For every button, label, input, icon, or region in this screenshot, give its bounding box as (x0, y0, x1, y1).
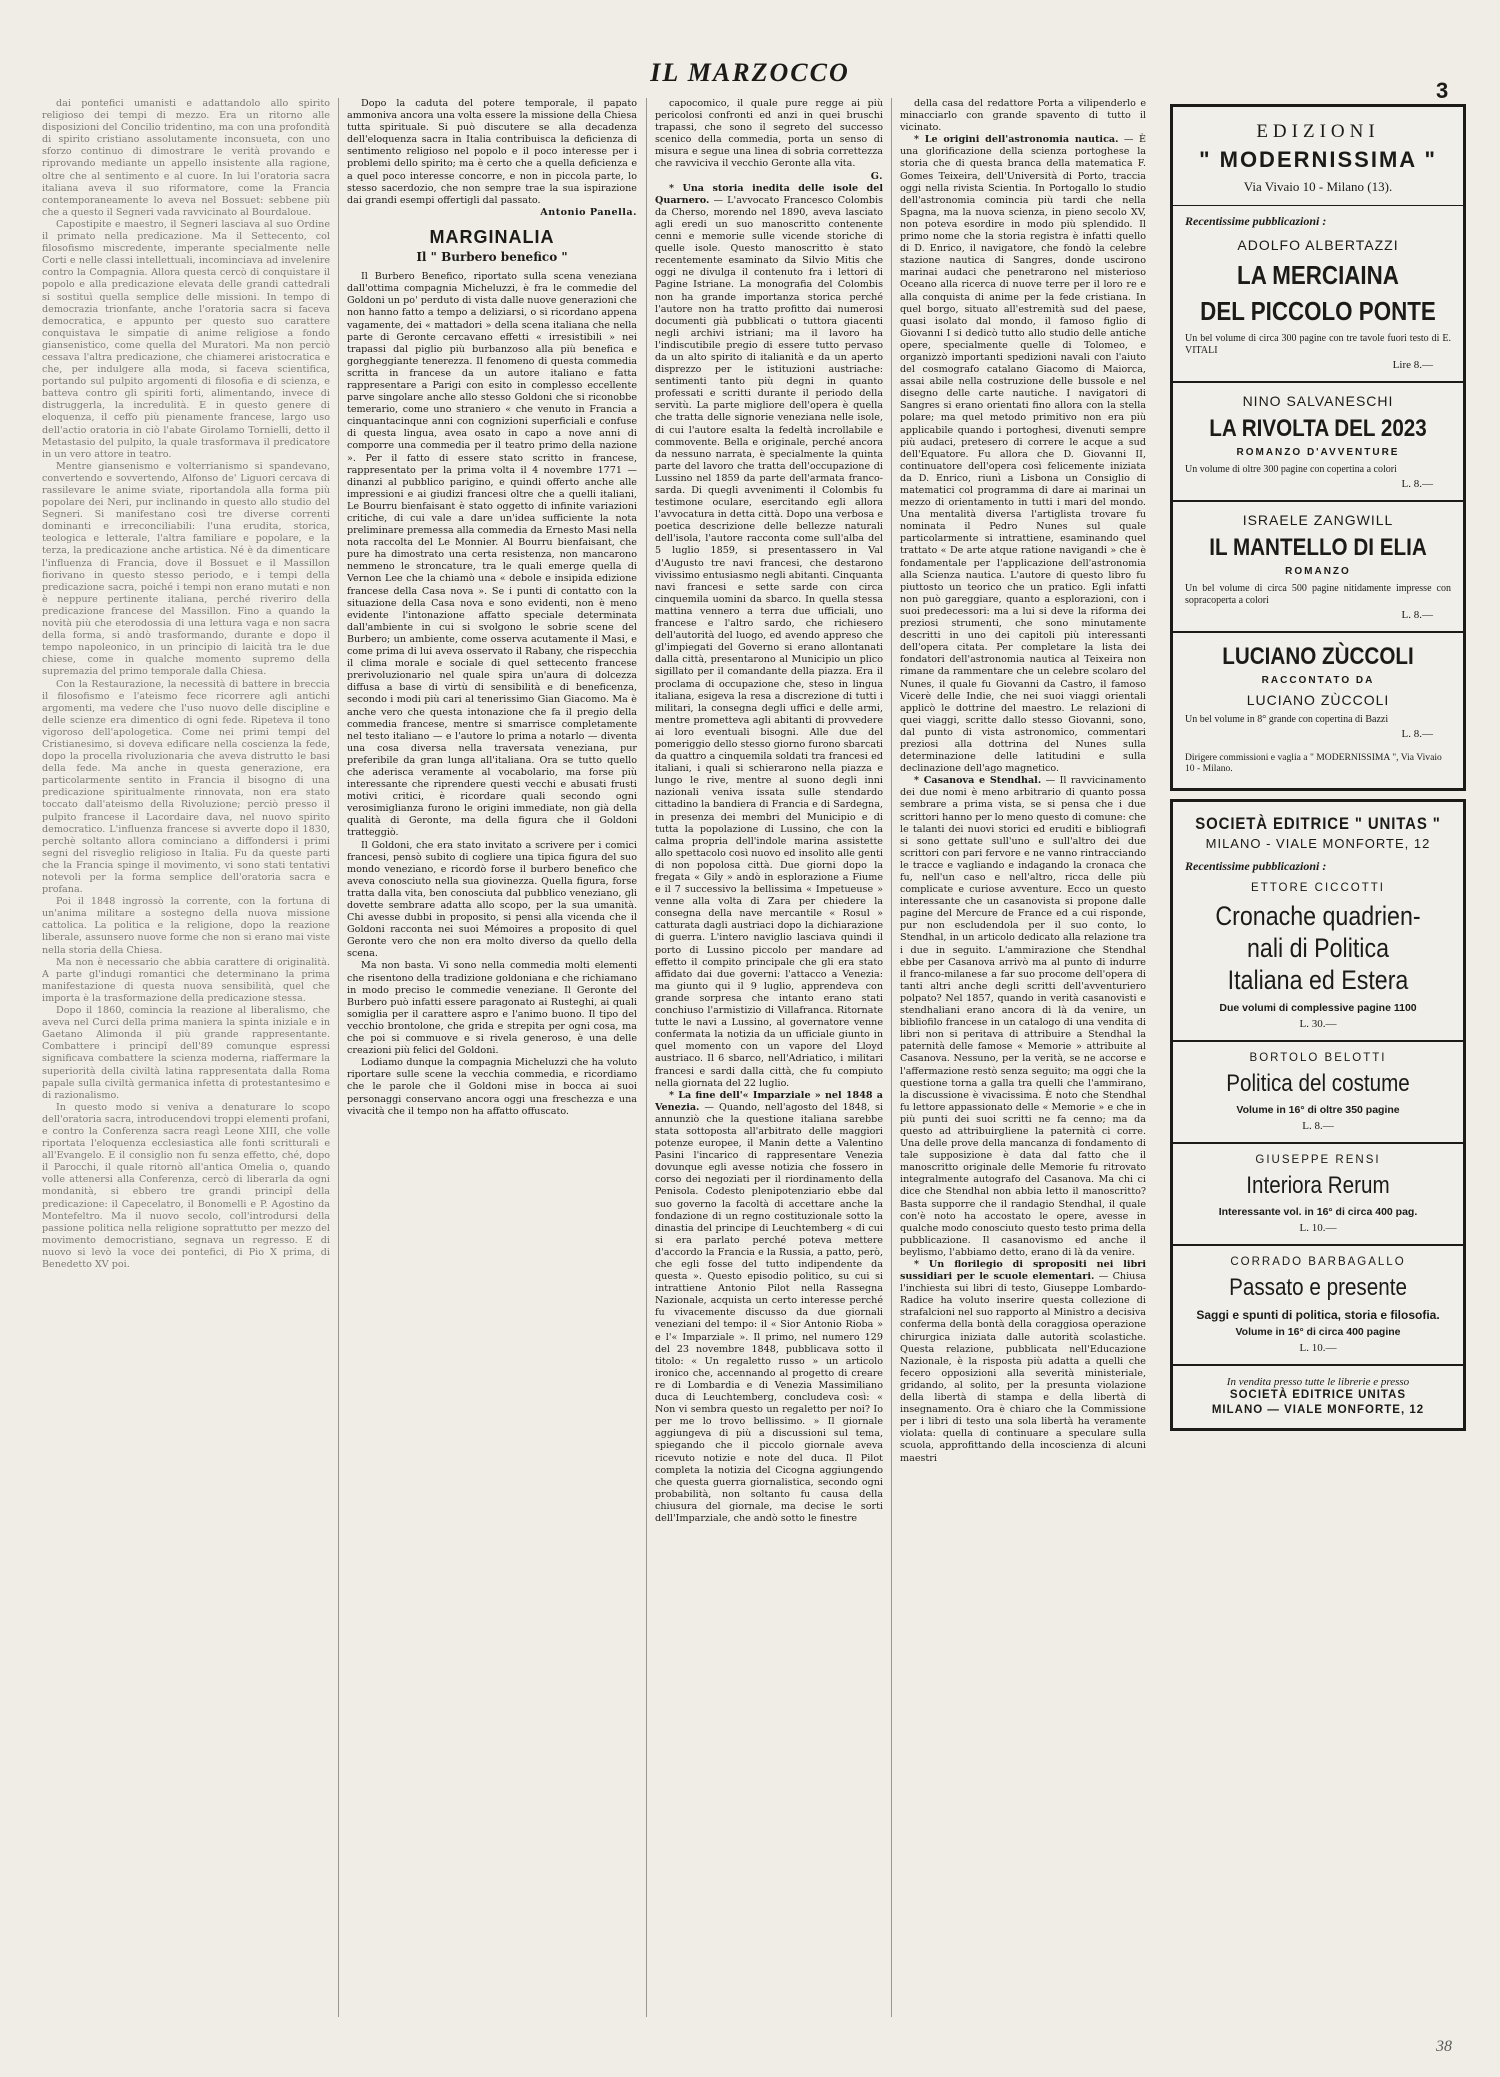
book-author: LUCIANO ZÙCCOLI (1246, 692, 1390, 708)
book-author: ISRAELE ZANGWILL (1242, 512, 1394, 528)
book-price: L. 8.— (1401, 478, 1433, 490)
paragraph: Dopo la caduta del potere temporale, il papato ammoniva ancora una volta essere la missione della Chiesa tutta spirituale. Si può discutere se alla decadenza dell'eloquenza sacra in Italia contribuisca la deficienza di sentimento religioso nel popolo e il poco interesse per i problemi dello spirito; ma è certo che a quella deficienza e a quel poco interesse concorre, e non in piccola parte, lo stesso sacerdozio, che non sempre trae la sua ispirazione dai grandi esempi offertigli dal passato. (347, 98, 637, 206)
book-description: Due volumi di complessive pagine 1100 (1219, 1002, 1417, 1014)
book-author: BORTOLO BELOTTI (1249, 1052, 1387, 1064)
news-item-text: — Il ravvicinamento dei due nomi è meno arbitrario di quanto possa sembrare a prima vista, se si pensa che i due scrittori hanno per lo meno questo di comune: che le talanti dei nuovi storici ed eruditi e bibliografi si sono gettate sull'uno e sull'altro dei due scrittori con pari fervore e ne vanno rintracciando le tracce e vagliando e indagando la cronaca che fu, nell'un caso e nell'altro, ricca delle più complicate e curiose avventure. Ecco un questo interessante che un casanovista si propone dalle pagine del Mercure de France ed a cui risponde, pur non escludendola per il suo conto, lo Stendhal, in un articolo dedicato alla relazione tra i due in seguito. L'ammirazione che Stendhal ebbe per Casanova arrivò ma al punto di indurre il franco-milanese a far suo procome dell'opera di tanti altri anche degli scritti dell'avventuriero polpato? Nel 1857, quando in verità casanovisti e stendhaliani erano ancora di là da venire, un bibliofilo francese in un catalogo di una vendita di libri non si peritava di attribuire a Stendhal la paternità delle famose « Memorie » attribuite al Casanova. Nessuno, per la verità, se ne accorse e l'affermazione restò senza seguito; ma oggi che la questione torna a galla tra quelli che l'ammirano, la discussione è vivacissima. È noto che Stendhal fu lettore appassionato delle « Memorie » e che in più punti dei suoi scritti ne fa cenno; ma da questo ad attribuirgliene la paternità ci corre. Una delle prove della mancanza di fondamento di tale supposizione è data dal fatto che il manoscritto originale delle Memorie fu ritrovato integralmente autografo del Casanova. Ma chi ci dice che Stendhal non abbia letto il manoscritto? Basta supporre che il randagio Stendhal, il quale con'è noto ha accostato le opere, avesse in qualche modo conosciuto questo testo prima della pubblicazione. Il casanovismo ed anche il beylismo, l'abbiamo detto, erano di là da venire. (900, 775, 1146, 1258)
book-description: Volume in 16° di oltre 350 pagine (1236, 1104, 1400, 1116)
pencil-annotation: 38 (1436, 2038, 1452, 2055)
book-title (1188, 900, 1448, 996)
book-title-line: Cronache quadrien- (1215, 901, 1421, 931)
news-item-text: — Chiusa l'inchiesta sui libri di testo, Giuseppe Lombardo-Radice ha voluto inserire questa collezione di strafalcioni nel suo rapporto al Ministro a decisiva conferma della bontà della coraggiosa operazione chirurgica iniziata dalle autorità scolastiche. Questa relazione, pubblicata nell'Educazione Nazionale, è la risposta più adatta a quelli che fecero opposizioni alla severità ministeriale, gridando, al solito, per la presunta violazione della libertà di stampa e della libertà di insegnamento. Ora è chiaro che la Commissione per i libri di testo una sola libertà ha veramente violata: quella di continuare a speculare sulla scuola, approfittando della incoscienza di alcuni maestri (900, 1271, 1146, 1464)
book-genre: RACCONTATO DA (1261, 675, 1375, 686)
book-description: Volume in 16° di circa 400 pagine (1235, 1326, 1401, 1338)
book-price: Lire 8.— (1392, 359, 1433, 371)
footer-address: MILANO — VIALE MONFORTE, 12 (1211, 1404, 1425, 1416)
column-rule (891, 98, 892, 2017)
article-signature: G. (870, 170, 883, 182)
paragraph: Lodiamo dunque la compagnia Micheluzzi che ha voluto riportare sulle scene la vecchia commedia, e ricordiamo che le parole che il Goldoni mise in bocca ai suoi personaggi conservano ancora oggi una freschezza e una vivacità che il tempo non ha affatto offuscato. (347, 1057, 637, 1117)
news-item (655, 183, 883, 1090)
paragraph: Mentre giansenismo e volterrianismo si spandevano, convertendo e sovvertendo, Alfonso de' Liguori cercava di rassilevare le anime sviate, riportandola alla forma più popolare dei Neri, pur inclinando in questo allo studio del Segneri. Si manifestano così tre diverse correnti dominanti e irreconciliabili: l'una erudita, storica, teologica e letterale, l'altra familiare e popolare, e la terza, la predicazione anche artistica. Né è da dimenticare l'influenza di Francia, dove il Bossuet e il Massillon fiorivano in questo stesso periodo, e i tempi della predicazione sacra, poiché i tempi non erano mutati e non è neppure pertinente italiana, perché riveriro della predicazione francese del Massillon. Fino a quando la novità più che eterodossia di una lettura vaga e non sacra della forma, si andò trasformando, durante e dopo il tempo napoleonico, in un principio di laicità tra le due chiese, come in qualche momento supremo della supremazia del primo temporale dalla Chiesa. (42, 460, 330, 678)
sales-note: In vendita presso tutte le librerie e presso (1226, 1376, 1410, 1388)
paragraph: Il Goldoni, che era stato invitato a scrivere per i comici francesi, pensò subito di cogliere una tipica figura del suo mondo veneziano, e ricordò forse il burbero benefico che aveva conosciuto nella sua giovinezza. Quella figura, forse tratta dalla vita, ben conosciuta dal pubblico veneziano, gli dovette sembrare adatta allo scopo, per la sua umanità. Chi avesse dubbi in proposito, si pensi alla vicenda che il Goldoni racconta nei suoi Mémoires a proposito di quel Geronte vero che non era molto diverso da quello della scena. (347, 839, 637, 960)
news-item-text: — L'avvocato Francesco Colombis da Cherso, morendo nel 1890, aveva lasciato agli eredi un suo manoscritto contenente cenni e memorie sulle vicende storiche di quelle isole. Questo manoscritto è stato recentemente esaminato da Silvio Mitis che oggi ne divulga il contenuto fra i lettori di Pagine Istriane. La monografia del Colombis non ha grande importanza storica perché l'autore non ha tratto profitto dai numerosi documenti già pubblicati o tuttora giacenti negli archivi istriani; ma il lavoro ha l'indiscutibile pregio di essere tutto pervaso da un alto spirito di italianità e da un aperto disprezzo per le istituzioni austriache: sentimenti tanto più degni in quanto professati e scritti durante il periodo della servitù. La parte migliore dell'opera è quella che tratta delle signorie veneziana nelle isole, di cui l'autore esalta la fedeltà incrollabile e commovente. Bella e originale, perché ancora da nessuno narrata, è specialmente la quinta parte del lavoro che tratta dell'occupazione di Lussino nel 1859 da parte dell'armata franco-sarda. Di quegli avvenimenti il Colombis fu testimone oculare, esercitando egli allora l'avvocatura in detta città. Dopo una verbosa e poetica descrizione delle bellezze naturali dell'isola, l'autore racconta come sull'alba del 5 luglio 1859, si presentassero in Val d'Augusto tre navi francesi, che destarono vivissimo entusiasmo negli abitanti. Cinquanta navi francesi e sette sarde con circa cinquemila uomini da sbarco. In quella stessa mattina vennero a terra due ufficiali, uno francese e l'altro sardo, che richiesero dell'autorità del luogo, ed avendo appreso che gl'impiegati del Governo si erano allontanati dalla città, presentarono al Municipio un plico sigillato per il comandante della piazza. Era il proclama di occupazione che, steso in lingua italiana, esigeva la resa a discrezione di tutti i militari, la consegna degli uffici e delle armi, mentre prometteva agli abitanti di provvedere ai loro eventuali bisogni. Alle due del pomeriggio dello stesso giorno furono sbarcati da quattro a cinquemila soldati tra francesi ed italiani, i quali si schierarono nella piazza e lungo le rive, mentre al suono degli inni nazionali veniva issata sulle stendardo cittadino la bandiera di Francia e di Sardegna, in presenza dei membri del Municipio e di tutta la popolazione di Lussino, che con la calma propria dell'indole marina assistette allo spettacolo così nuovo ed insolito alle genti di non popolosa città. Due giorni dopo la fregata « Gily » andò in esplorazione a Fiume e il 7 successivo la bellissima « Impetueuse » venne alla volta di Zara per chiedere la consegna della nave mercantile « Rosul » catturata dagli austriaci dopo la dichiarazione di guerra. L'intero naviglio lasciava quindi il porto di Lussino piccolo per mandare ad effetto il compito principale che gli era stato affidato dai due governi: l'attacco a Venezia: ma giunto qui il 9 luglio, apprendeva con grande sorpresa che intanto erano stati conchiuso l'armistizio di Villafranca. Ritornate tutte le navi a Lussino, al governatore venne confermata la notizia da un ufficiale giunto in quel momento con un vapore del Lloyd austriaco. Il 6 sbarco, nell'Adriatico, i militari francesi e sardi dalla città, che fu compiuto nella giornata del 22 luglio. (655, 194, 883, 1089)
news-item-heading: * Una storia inedita delle isole del Quarnero. (655, 182, 883, 206)
book-title: DEL PICCOLO PONTE (1200, 296, 1436, 326)
paragraph: Ma non è necessario che abbia carattere di originalità. A parte gl'indugi romantici che determinano la prima manifestazione di questa nuova sensibilità, quel che importa è la trasformazione della predicazione stessa. (42, 956, 330, 1004)
section-subtitle: Il " Burbero benefico " (416, 250, 568, 265)
publisher-label: EDIZIONI (1256, 121, 1380, 142)
paragraph: Con la Restaurazione, la necessità di battere in breccia il filosofismo e l'ateismo fece ricorrere agli antichi argomenti, ma vedere che l'uso nuovo delle discipline e delle scienze era dimentico di ogni fede. Ripeteva il tono vigoroso dell'apologetica. Come nei primi tempi del Cristianesimo, si doveva edificare nella coscienza la fede, dopo la procella rivoluzionaria che aveva distrutto le basi della fede. Ma anche in questa generazione, era particolarmente sentito in Francia il bisogno di una predicazione spiritualmente rinnovata, non era stato toccato dall'ateismo della Rivoluzione; perciò presso il pulpito francese il Lacordaire dava, nel nuovo spirito democratico. L'influenza francese si avverte dopo il 1830, perchè soltanto allora cominciano a diffondersi i primi segni del risveglio religioso in Italia. Fu da queste parti che la Francia spinge il movimento, vi sono stati tentativi notevoli per la forma semplice dell'oratoria sacra e profana. (42, 678, 330, 896)
publisher-name: SOCIETÀ EDITRICE " UNITAS " (1195, 814, 1441, 833)
page-number: 3 (1436, 78, 1449, 103)
recent-publications-label: Recentissime pubblicazioni : (1185, 214, 1327, 228)
paragraph: Capostipite e maestro, il Segneri lasciava al suo Ordine il primato nella predicazione. Ma il Settecento, col filosofismo miscredente, imperante specialmente nelle Corti e nelle classi intellettuali, incominciava ad invelenire contro la Compagnia. Allora questa cercò di conquistare il popolo e alla predicazione elevata delle grandi cattedrali si sostituì quella semplice delle missioni. In tempo di democrazia trionfante, anche l'oratoria sacra si faceva democratica, e appunto per questo suo carattere conquistava le simpatie di anime religiose a fondo giansenistico, come quella del Muratori. Ma non perciò cessava l'altra predicazione, che chiamerei aristocratica e che, per indulgere alla moda, si faceva scientifica, portando sul pulpito argomenti di filosofia e di scienza, e batteva contro gli spiriti forti, alimentando, invece di distruggerla, la incredulità. E in questo genere di eloquenza, il ceffo più pienamente francese, largo uso dell'actio oratoria in ciò l'abate Girolamo Tornielli, detto il Metastasio del pulpito, la quale trasformava il predicatore in un vero attore in teatro. (42, 218, 330, 460)
book-title: IL MANTELLO DI ELIA (1209, 534, 1427, 561)
book-genre: ROMANZO D'AVVENTURE (1236, 447, 1400, 458)
paragraph: della casa del redattore Porta a vilipenderlo e minacciarlo con grande spavento di tutto il vicinato. (900, 98, 1146, 134)
divider (1173, 381, 1463, 383)
book-description: Un bel volume di circa 300 pagine con tre tavole fuori testo di E. VITALI (1185, 333, 1451, 356)
book-description: Un bel volume di circa 500 pagine nitidamente impresse con sopracoperta a colori (1185, 583, 1451, 606)
publisher-address: Via Vivaio 10 - Milano (13). (1243, 179, 1393, 194)
paragraph: dai pontefici umanisti e adattandolo allo spirito religioso dei tempi di mezzo. Era un ritorno alle disposizioni del Concilio tridentino, ma con una profondità di spirito cristiano assolutamente inconsueta, con uno sforzo continuo di dimostrare le verità provando e riprovando mediante un appello insistente alla ragione, oltre che al sentimento e al cuore. In lui l'oratoria sacra italiana aveva il suo riformatore, come la Francia contemporaneamente lo aveva nel Bossuet: sebbene più che a questo il Segneri vada ravvicinato al Bourdaloue. (42, 98, 330, 218)
book-description: Un volume di oltre 300 pagine con copertina a colori (1185, 464, 1397, 475)
recent-publications-label: Recentissime pubblicazioni : (1185, 859, 1327, 873)
order-note: Dirigere commissioni e vaglia a " MODERNISSIMA ", Via Vivaio 10 - Milano. (1185, 752, 1442, 774)
book-title: LA RIVOLTA DEL 2023 (1209, 415, 1427, 442)
book-price: L. 30.— (1299, 1018, 1337, 1030)
book-author: ETTORE CICCOTTI (1251, 882, 1385, 894)
book-author: ADOLFO ALBERTAZZI (1237, 237, 1399, 253)
news-item (900, 1259, 1146, 1465)
book-title: LA MERCIAINA (1237, 260, 1399, 290)
divider (1173, 500, 1463, 502)
book-author: NINO SALVANESCHI (1242, 393, 1394, 409)
ad-unitas (1170, 799, 1466, 1431)
section-title: MARGINALIA (429, 226, 555, 247)
ad-modernissima (1170, 104, 1466, 791)
book-price: L. 10.— (1299, 1222, 1337, 1234)
paragraph: Dopo il 1860, comincia la reazione al liberalismo, che aveva nel Curci della prima maniera la spinta iniziale e in Gaetano Alimonda il più grande rappresentante. Combattere i principî dell'89 comunque espressi significava combattere la scienza moderna, riaffermare la superiorità della civiltà latina rappresentata dalla Roma papale sulla civiltà germanica infetta di protestantesimo e di razionalismo. (42, 1005, 330, 1101)
news-item-text: — Quando, nell'agosto del 1848, si annunziò che la questione italiana sarebbe stata sottoposta all'arbitrato delle maggiori potenze europee, il Manin dette a Valentino Pasini l'incarico di rappresentare Venezia dovunque egli avesse notizia che fossero in corso dei negoziati per il riordinamento della Penisola. Codesto plenipotenziario ebbe dal suo governo la facoltà di accettare anche la fondazione di un regno costituzionale sotto la dinastia del principe di Leuchtemberg « di cui si era parlato perché poteva mettere d'accordo la Francia e la Russia, a patto, però, che egli fosse del tutto indipendente da questa ». Questo episodio politico, su cui si intrattiene Antonio Pilot nella Rassegna Nazionale, acquista un certo interesse perché fu vivacemente discusso da due giornali veneziani del tempo: il « Sior Antonio Rioba » e l'« Imparziale ». Il primo, nel numero 129 del 23 novembre 1848, pubblicava sotto il titolo: « Un regaletto russo » un articolo ironico che, accennando al progetto di creare re di Lombardia e di Venezia Massimiliano duca di Leuchtemberg, concludeva così: « Non vi sembra questo un regaletto per noi? Io per me lo trovo bellissimo. » Il giornale aggiungeva di più a discussioni sul tema, spiegando che il piccolo giornale aveva ricevuto notizie e note del duca. Il Pilot completa la notizia del Cicogna aggiungendo che questa guerra giornalistica, secondo ogni probabilità, non soltanto fu causa della chiusura del giornale, ma decise le sorti dell'Imparziale, che andò sotto le finestre (655, 1101, 883, 1524)
book-description: Un bel volume in 8° grande con copertina di Bazzi (1185, 714, 1389, 725)
article-column-4 (900, 98, 1146, 2017)
book-title-line: nali di Politica (1247, 933, 1389, 963)
book-genre: ROMANZO (1285, 566, 1351, 577)
news-item-heading: * Le origini dell'astronomia nautica. (914, 134, 1119, 146)
paragraph: Il Burbero Benefico, riportato sulla scena veneziana dall'ottima compagnia Micheluzzi, è fra le commedie del Goldoni un po' perduto di vista dalle nuove generazioni che non hanno fatto a tempo a deliziarsi, o si ricordano appena vagamente, dei « mattadori » della scena italiana che nella parte di Geronte cercavano effetti « irresistibili » nei trapassi dal piglio più burbanzoso alla più benefica e gorgheggiante tenerezza. Il fenomeno di questa commedia scritta in francese da un autore italiano e fatta rappresentare a Parigi con esito in complesso eccellente parve singolare anche allo stesso Goldoni che si riconobbe temerario, come uno straniero « che venuto in Francia a cinquantacinque anni con cognizioni superficiali e confuse di questa lingua, avea osato in capo a nove anni di comporre una commedia per il teatro primo della nazione ». Per il fatto di essere stato scritto in francese, rappresentato per la prima volta il 4 novembre 1771 — dinanzi al pubblico parigino, e quindi offerto anche alle impressioni e ai giudizi francesi oltre che a quelli italiani, Le Bourru bienfaisant è stato oggetto di infinite variazioni critiche, di cui vale a dare un'idea sufficiente la nota preliminare premessa alla commedia da Ernesto Masi nella nota raccolta del Le Monnier. Al Bourru bienfaisant, che pure ha dimostrato una certa resistenza, non mancarono nemmeno le stroncature, tra le quali emerge quella di Vernon Lee che la chiamò una « debole e insipida edizione francese della Casa nova ». Se i punti di contatto con la situazione della Casa nova e sono evidenti, non è meno evidente l'intonazione affatto speciale determinata dall'ambiente in cui si svolgono le sobrie scene del Burbero; un ambiente, come osserva acutamente il Masi, e come prima di lui aveva osservato il Rabany, che rispecchia il clima morale e sociale di quel settecento francese prerivoluzionario nel quale spira un'aura di dolcezza diffusa a base di virtù di sensibilità e di beneficenza, secondo i modi più cari al tenerissimo Gian Giacomo. Ma è anche vero che questa intonazione che fa il pregio della commedia francese, mentre si smarrisce completamente nel testo italiano — e l'autore lo prima a notarlo — diventa una cosa diversa nella traversata veneziana, pur preferibile da gran lunga all'italiana. Ora se tutto quello che aderisca veramente al vocabolario, ma forse più interessante che riprendere questi vecchi e abusati frusti motivi critici, è ricordare quali secondo ogni verosimiglianza furono le origini immediate, non già della qualità di Geronte, ma della figura che il Goldoni tratteggiò. (347, 271, 637, 839)
masthead: IL MARZOCCO (650, 58, 850, 87)
divider (1173, 1364, 1463, 1366)
book-description: Interessante vol. in 16° di circa 400 pag. (1218, 1206, 1418, 1218)
news-item (900, 775, 1146, 1259)
article-column-2 (347, 98, 637, 2017)
news-item-heading: * Casanova e Stendhal. (914, 775, 1042, 787)
book-subtitle: Saggi e spunti di politica, storia e filosofia. (1196, 1308, 1440, 1322)
news-item (900, 134, 1146, 775)
divider (1173, 1040, 1463, 1042)
advertisement-column (1170, 104, 1466, 1431)
book-author: GIUSEPPE RENSI (1255, 1154, 1381, 1166)
divider (1173, 1142, 1463, 1144)
book-title-line: Italiana ed Estera (1227, 965, 1409, 995)
article-column-3 (655, 98, 883, 2017)
book-author: CORRADO BARBAGALLO (1230, 1256, 1406, 1268)
news-item-text: — È una glorificazione della scienza portoghese la storia che di questa branca della matematica F. Gomes Teixeira, dell'Università di Porto, traccia oggi nella rivista Scientia. In Portogallo lo studio dell'astronomia comincia più tardi che nella Spagna, ma la nuova scienza, in pieno secolo XV, non poteva esordire in modo più splendido. Il primo nome che la storia registra è infatti quello di D. Enrico, il navigatore, che fondò la celebre stazione nautica di Sangres, donde uscirono marinai audaci che penetrarono nel misterioso Oceano alla ricerca di nuove terre per il loro re e alla conquista di anime per la fede cristiana. In quel borgo, situato all'estremità sud del paese, quasi isolato dal mondo, il famoso figlio di Giovanni I si dedicò tutto allo studio delle antiche opere, specialmente quelle di Tolomeo, e organizzò importanti spedizioni navali con l'aiuto del cosmografo catalano Giacomo di Maiorca, assai abile nella costruzione delle bussole e nel disegno delle carte nautiche. I navigatori di Sangres si erano orientati fino allora con la stella polare; ma quel metodo primitivo non era più applicabile quando i portoghesi, divenuti sempre più audaci, pretesero di correre le acque a sud dell'Equatore. Fu allora che D. Giovanni II, continuatore dell'opera così felicemente iniziata da D. Enrico, riunì a Lisbona un Consiglio di matematici col programma di dare ai marinai un mezzo di orientamento in tutti i mari del mondo. Una mentalità diversa l'artiglista trovare fu nominata il Pedro Nunes sul quale particolarmente si intrattiene, esaminando quel trattato « De arte atque ratione navigandi » che è fondamentale per l'applicazione dell'astronomia alla Scienza nautica. L'autore di questo libro fu piuttosto un teorico che un pratico. Egli infatti non può gareggiare, quanto a esplorazioni, con i suoi predecessori: ma a lui si deve la riforma dei preziosi strumenti, che sono minutamente descritti in uno dei capitoli più interessanti dell'opera citata. Per completare la lista dei fondatori dell'astronomia nautica al Teixeira non rimane da rammentare che un celebre scolaro del Nunes, il quale fu Giovanni da Castro, il famoso Vicerè delle Indie, che nei suoi viaggi orientali applicò le dottrine del maestro. Le relazioni di quei viaggi, scritte dallo stesso Giovanni, sono, dal punto di vista astronomico, commentari preziosi alla dottrina del Nunes sulla determinazione delle latitudini e sulla declinazione dell'ago magnetico. (900, 134, 1146, 775)
footer-publisher: SOCIETÀ EDITRICE UNITAS (1229, 1389, 1407, 1401)
book-title: LUCIANO ZÙCCOLI (1222, 643, 1414, 670)
book-title: Interiora Rerum (1246, 1172, 1390, 1199)
paragraph: Ma non basta. Vi sono nella commedia molti elementi che risentono della tradizione goldoniana e che richiamano in modo preciso le commedie veneziane. Il Geronte del Burbero può infatti essere paragonato ai Rusteghi, ai quali somiglia per il carattere aspro e l'animo buono. Il tipo del vecchio brontolone, che grida e strepita per ogni cosa, ma che poi si commuove e si rivela generoso, è una delle creazioni più felici del Goldoni. (347, 960, 637, 1057)
divider (1173, 631, 1463, 633)
book-price: L. 10.— (1299, 1342, 1337, 1354)
publisher-name: " MODERNISSIMA " (1199, 147, 1437, 172)
book-price: L. 8.— (1302, 1120, 1334, 1132)
book-price: L. 8.— (1401, 728, 1433, 740)
news-item-heading: * Un florilegio di spropositi nei libri sussidiari per le scuole elementari. (900, 1259, 1146, 1283)
article-column-1 (42, 98, 330, 2017)
book-title: Politica del costume (1226, 1070, 1410, 1097)
news-item (655, 1090, 883, 1525)
book-price: L. 8.— (1401, 609, 1433, 621)
paragraph: In questo modo si veniva a denaturare lo scopo dell'oratoria sacra, introducendovi troppi elementi profani, e contro la Conferenza sacra reagì Leone XIII, che volle riportata l'eloquenza ecclesiastica alle fonti scritturali e all'Evangelo. E il consiglio non fu senza effetto, ché, dopo il Parocchi, il quale ritornò all'antica Omelia o, quando volle attenersi alla Conferenza, cercò di liberarla da ogni mondanità, si ebbero tre grandi principî della predicazione: il Capecelatro, il Bonomelli e P. Agostino da Montefeltro. Ma il nuovo secolo, coll'introdursi della passione politica nella religione soprattutto per mezzo del movimento democristiano, segnava un regresso. E di nuovo si levò la voce dei pontefici, di Pio X prima, di Benedetto XV poi. (42, 1101, 330, 1270)
book-title: Passato e presente (1229, 1274, 1407, 1301)
publisher-address: MILANO - VIALE MONFORTE, 12 (1205, 836, 1431, 851)
column-rule (338, 98, 339, 2017)
column-rule (646, 98, 647, 2017)
paragraph: capocomico, il quale pure regge ai più pericolosi confronti ed anzi in quei bruschi trapassi, che sono il segreto del successo scenico della commedia, porta un senso di misura e segue una linea di sobria correttezza che ravviciva il vecchio Geronte alla vita. (655, 98, 883, 170)
paragraph: Poi il 1848 ingrossò la corrente, con la fortuna di un'anima militare a sostegno della nuova missione cattolica. La politica e la religione, dopo la reazione liberale, assunsero nuove forme che non si erano mai viste nella storia della Chiesa. (42, 896, 330, 956)
divider (1173, 205, 1463, 206)
news-item-heading: * La fine dell'« Imparziale » nel 1848 a Venezia. (655, 1089, 883, 1113)
divider (1173, 1244, 1463, 1246)
article-signature: Antonio Panella. (540, 206, 637, 218)
